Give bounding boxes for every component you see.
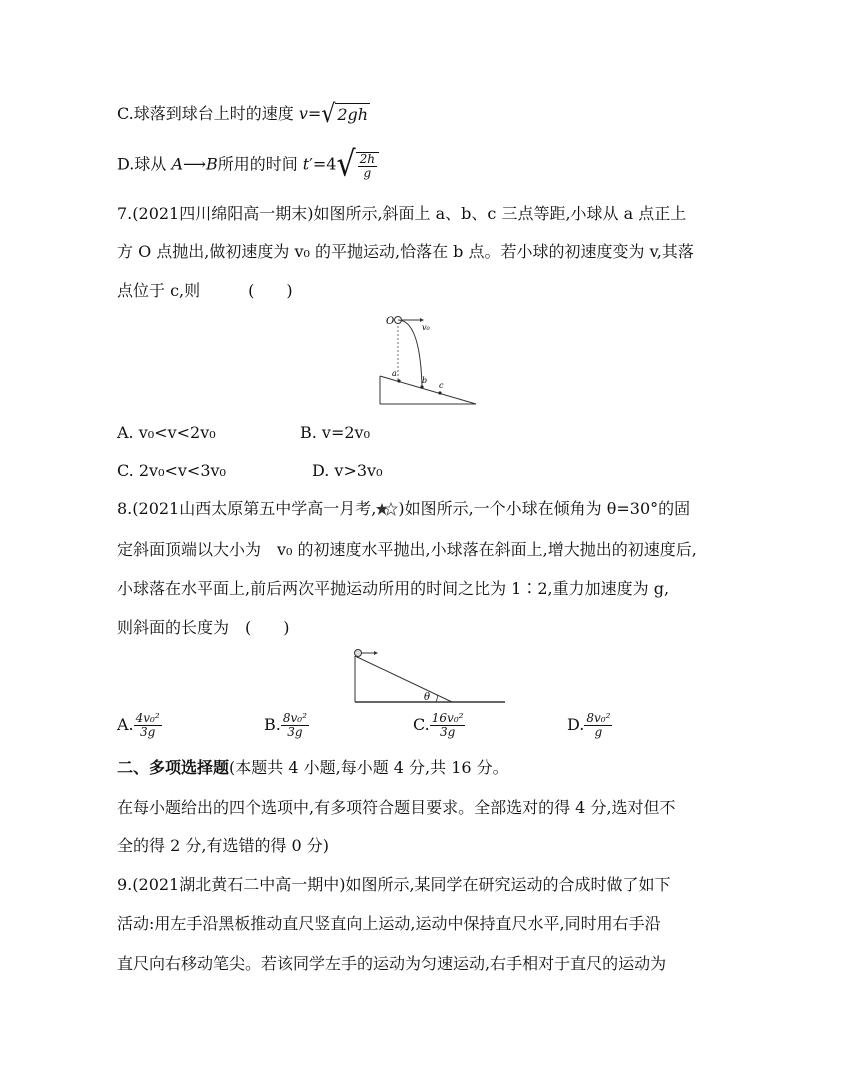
q9-line-2: 活动:用左手沿黑板推动直尺竖直向上运动,运动中保持直尺水平,同时用右手沿 [117, 914, 661, 933]
q8-b-num: 8v₀² [282, 711, 307, 725]
q8-option-d [567, 712, 612, 739]
q6-d-num: 2h [359, 152, 375, 166]
q8-c-label: C. [413, 715, 430, 734]
section2-heading [117, 757, 509, 779]
q9-line-3: 直尺向右移动笔尖。若该同学左手的运动为匀速运动,右手相对于直尺的运动为 [117, 954, 667, 973]
q6-c-radicand: 2gh [337, 105, 369, 124]
q7-point-a [397, 379, 400, 382]
q7-line-1: 7.(2021四川绵阳高一期末)如图所示,斜面上 a、b、c 三点等距,小球从 a 点正上 [117, 204, 687, 223]
q8-arrow-head [374, 651, 378, 655]
q8-a-num: 4v₀² [135, 711, 160, 725]
q8-ball [355, 650, 362, 657]
q8-d-label: D. [567, 715, 585, 734]
q6-d-point-a: A [171, 154, 183, 174]
q8-d-num: 8v₀² [586, 711, 611, 725]
q6-option-c [117, 100, 370, 129]
q8-a-den: 3g [140, 725, 156, 739]
q7-arrow-head [420, 318, 424, 322]
q7-option-b: B. v=2v₀ [300, 423, 371, 442]
q7-option-a: A. v₀<v<2v₀ [117, 423, 216, 442]
difficulty-star-icon [376, 502, 398, 516]
q6-d-sqrt: √ $\frac{2h}{g}$ [336, 150, 379, 180]
q8-option-b [264, 712, 309, 739]
q6-c-text: C.球落到球台上时的速度 [117, 104, 299, 123]
q6-d-prime: ′ [309, 154, 313, 174]
q7-trajectory [398, 320, 422, 386]
q9-line-1: 9.(2021湖北黄石二中高一期中)如图所示,某同学在研究运动的合成时做了如下 [117, 875, 671, 894]
q7-line-3: 点位于 c,则 ( ) [117, 281, 293, 300]
q6-d-text-mid: 所用的时间 [217, 154, 303, 174]
q6-d-t: t [302, 154, 310, 174]
q7-label-c: c [439, 381, 444, 390]
q6-d-arrow: ⟶ [183, 154, 206, 174]
q8-line-1a: 8.(2021山西太原第五中学高一月考, [117, 499, 377, 518]
q7-figure [378, 310, 480, 406]
q8-angle-arc [436, 695, 438, 703]
q8-a-label: A. [117, 715, 134, 734]
section2-note: (本题共 4 小题,每小题 4 分,共 16 分。 [229, 758, 509, 777]
q7-option-c: C. 2v₀<v<3v₀ [117, 461, 226, 480]
q6-d-text: D.球从 [117, 154, 172, 174]
q8-b-den: 3g [287, 725, 303, 739]
q8-option-a [117, 712, 162, 739]
q6-d-eq: =4 [312, 154, 337, 174]
q6-d-den: g [363, 166, 372, 180]
q7-label-a: a [392, 369, 397, 378]
q7-point-c [438, 391, 441, 394]
q8-d-den: g [594, 725, 603, 739]
q8-line-1 [117, 498, 690, 520]
q7-label-v0: v₀ [422, 323, 430, 332]
q6-c-sqrt: √ 2gh [321, 100, 369, 129]
q7-label-o: O [386, 316, 395, 327]
q8-line-4: 则斜面的长度为 ( ) [117, 618, 290, 637]
section2-line-3: 全的得 2 分,有选错的得 0 分) [117, 836, 330, 855]
q8-c-num: 16v₀² [431, 711, 464, 725]
q8-option-c [413, 712, 465, 739]
q6-d-point-b: B [205, 154, 218, 174]
q8-figure [350, 648, 508, 706]
q8-line-1b: )如图所示,一个小球在倾角为 θ=30°的固 [398, 499, 691, 518]
q7-line-2: 方 O 点抛出,做初速度为 v₀ 的平抛运动,恰落在 b 点。若小球的初速度变为 v,其落 [117, 242, 694, 261]
q6-c-var: v [298, 104, 308, 123]
q7-slope-surface [380, 376, 476, 404]
q8-line-3: 小球落在水平面上,前后两次平抛运动所用的时间之比为 1∶2,重力加速度为 g, [117, 579, 670, 598]
section2-line-2: 在每小题给出的四个选项中,有多项符合题目要求。全部选对的得 4 分,选对但不 [117, 798, 676, 817]
q8-c-den: 3g [439, 725, 456, 739]
q8-label-theta: θ [424, 692, 431, 703]
q7-label-b: b [422, 376, 428, 385]
q6-c-eq: = [307, 104, 322, 123]
q6-option-d [117, 144, 379, 185]
q8-b-label: B. [264, 715, 281, 734]
q7-point-b [420, 385, 423, 388]
section2-title: 二、多项选择题 [117, 758, 230, 777]
q7-option-d: D. v>3v₀ [312, 461, 383, 480]
q8-line-2: 定斜面顶端以大小为 v₀ 的初速度水平抛出,小球落在斜面上,增大抛出的初速度后, [117, 540, 697, 559]
